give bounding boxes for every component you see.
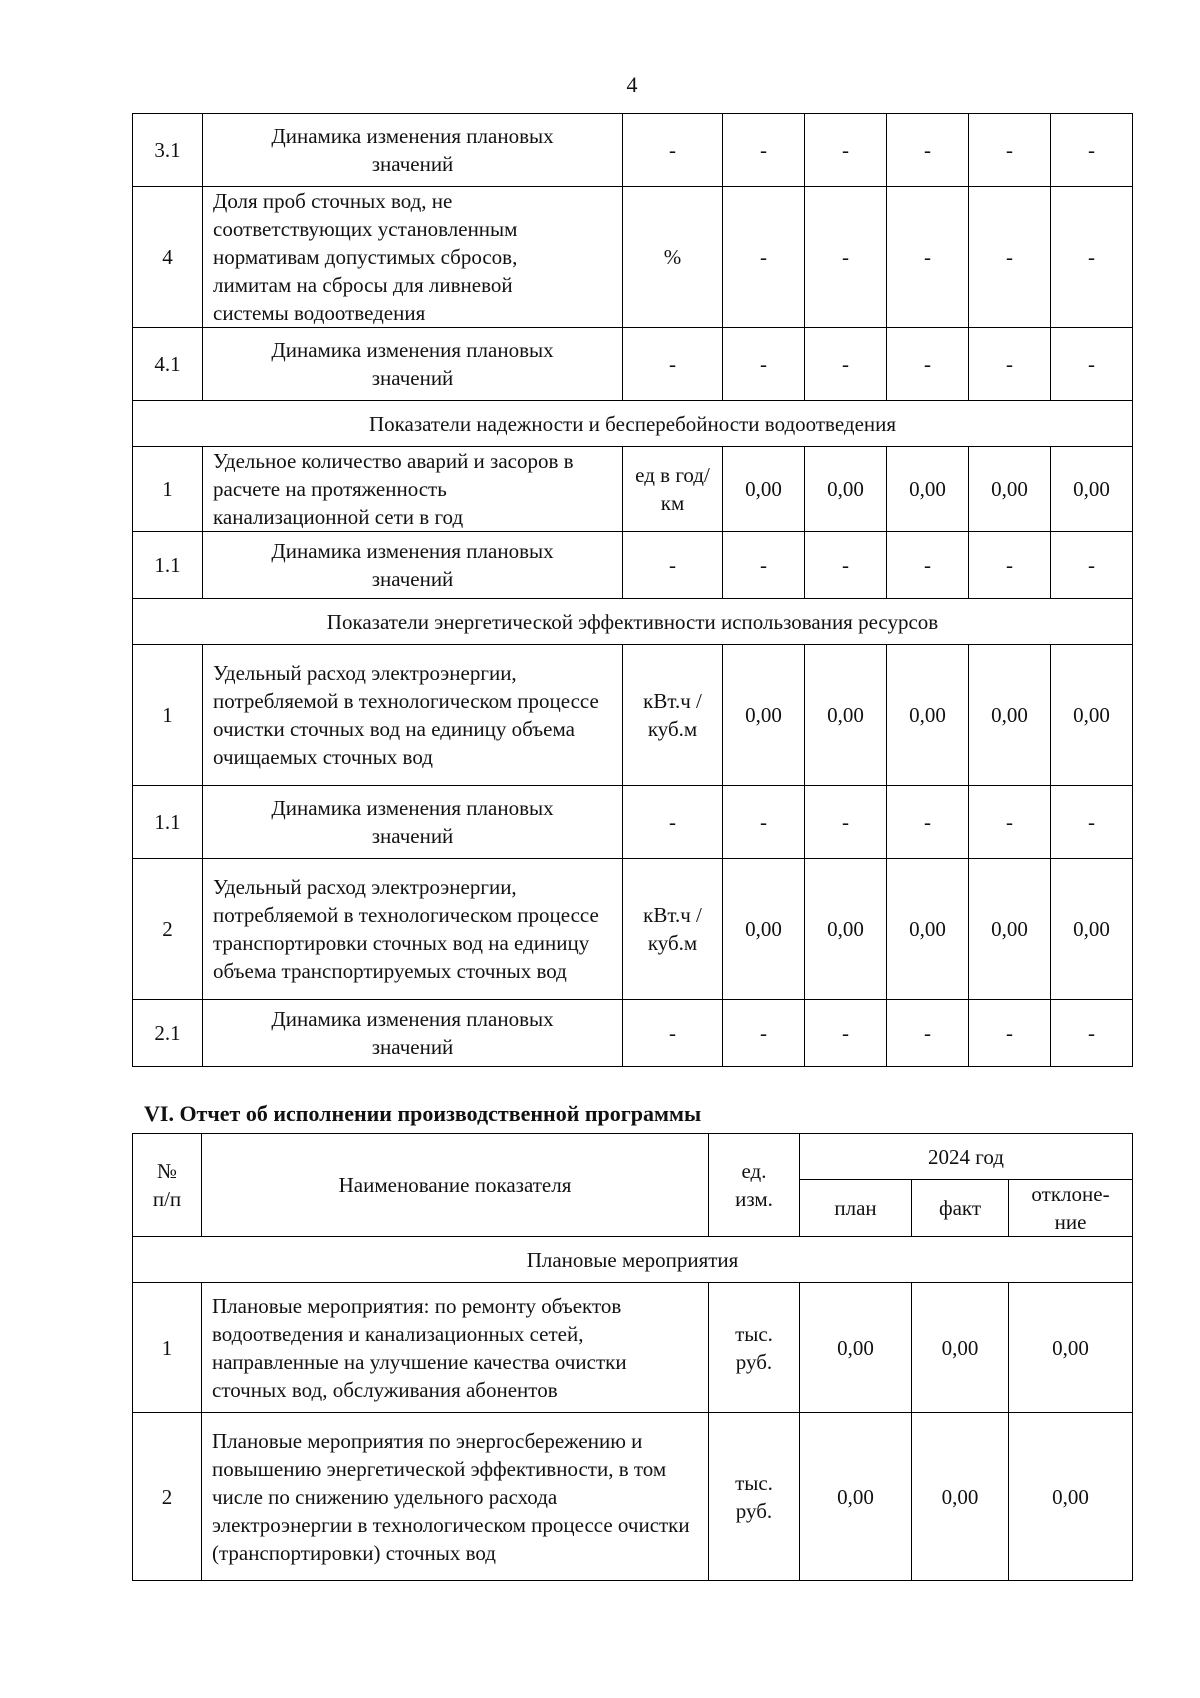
row-number: 4 — [133, 187, 203, 328]
unit-cell: - — [623, 1000, 723, 1067]
value-cell: 0,00 — [969, 859, 1051, 1000]
value-cell: 0,00 — [887, 447, 969, 532]
measure-name: Плановые мероприятия по энергосбережению и повышению энергетической эффективности, в том числе по снижению удельного расхода электроэнергии в технологическом процессе очистки (транспортировки) сточных вод — [202, 1413, 709, 1581]
row-number: 2 — [133, 1413, 202, 1581]
value-cell: - — [887, 328, 969, 401]
value-cell: 0,00 — [1051, 859, 1133, 1000]
table-row — [133, 1413, 1133, 1581]
plan-value: 0,00 — [800, 1413, 912, 1581]
value-cell: - — [805, 1000, 887, 1067]
deviation-value: 0,00 — [1009, 1283, 1133, 1413]
value-cell: - — [1051, 786, 1133, 859]
unit-cell: тыс. руб. — [709, 1283, 800, 1413]
value-cell: 0,00 — [887, 645, 969, 786]
value-cell: 0,00 — [1051, 447, 1133, 532]
value-cell: - — [723, 114, 805, 187]
unit-cell: - — [623, 532, 723, 599]
value-cell: - — [887, 532, 969, 599]
value-cell: 0,00 — [887, 859, 969, 1000]
unit-cell: кВт.ч / куб.м — [623, 859, 723, 1000]
unit-cell: ед в год/ км — [623, 447, 723, 532]
indicator-name: Динамика изменения плановых значений — [203, 114, 623, 187]
value-cell: - — [887, 786, 969, 859]
header-name: Наименование показателя — [202, 1134, 709, 1237]
section-heading-planned-measures: Плановые мероприятия — [133, 1237, 1133, 1283]
value-cell: 0,00 — [805, 645, 887, 786]
value-cell: - — [1051, 532, 1133, 599]
table-row — [133, 447, 1133, 532]
value-cell: - — [805, 786, 887, 859]
row-number: 1 — [133, 1283, 202, 1413]
section-row — [133, 1237, 1133, 1283]
indicators-table — [132, 113, 1133, 1067]
value-cell: 0,00 — [969, 645, 1051, 786]
value-cell: - — [969, 114, 1051, 187]
value-cell: - — [723, 1000, 805, 1067]
fact-value: 0,00 — [912, 1413, 1009, 1581]
row-number: 2.1 — [133, 1000, 203, 1067]
section-row — [133, 599, 1133, 645]
value-cell: - — [969, 328, 1051, 401]
fact-value: 0,00 — [912, 1283, 1009, 1413]
indicator-name: Удельный расход электроэнергии, потребляемой в технологическом процессе очистки сточных вод на единицу объема очищаемых сточных вод — [203, 645, 623, 786]
unit-cell: - — [623, 786, 723, 859]
section-heading-reliability: Показатели надежности и бесперебойности водоотведения — [133, 401, 1133, 447]
unit-cell: тыс. руб. — [709, 1413, 800, 1581]
value-cell: - — [723, 187, 805, 328]
value-cell: - — [887, 1000, 969, 1067]
table-row — [133, 786, 1133, 859]
row-number: 4.1 — [133, 328, 203, 401]
value-cell: - — [969, 532, 1051, 599]
value-cell: 0,00 — [723, 859, 805, 1000]
row-number: 1.1 — [133, 786, 203, 859]
header-year: 2024 год — [800, 1134, 1133, 1180]
deviation-value: 0,00 — [1009, 1413, 1133, 1581]
indicator-name: Динамика изменения плановых значений — [203, 786, 623, 859]
value-cell: 0,00 — [723, 645, 805, 786]
header-fact: факт — [912, 1180, 1009, 1237]
value-cell: - — [723, 786, 805, 859]
value-cell: - — [1051, 1000, 1133, 1067]
value-cell: 0,00 — [969, 447, 1051, 532]
table-row — [133, 532, 1133, 599]
value-cell: - — [805, 532, 887, 599]
indicator-name: Динамика изменения плановых значений — [203, 532, 623, 599]
value-cell: 0,00 — [805, 447, 887, 532]
value-cell: - — [969, 786, 1051, 859]
indicator-name: Динамика изменения плановых значений — [203, 328, 623, 401]
unit-cell: - — [623, 328, 723, 401]
table-row — [133, 859, 1133, 1000]
value-cell: 0,00 — [723, 447, 805, 532]
row-number: 1 — [133, 645, 203, 786]
header-plan: план — [800, 1180, 912, 1237]
value-cell: 0,00 — [805, 859, 887, 1000]
value-cell: - — [887, 187, 969, 328]
table-row — [133, 187, 1133, 328]
measure-name: Плановые мероприятия: по ремонту объектов водоотведения и канализационных сетей, направленные на улучшение качества очистки сточных вод, обслуживания абонентов — [202, 1283, 709, 1413]
page-number: 4 — [626, 72, 638, 97]
header-row — [133, 1134, 1133, 1180]
value-cell: - — [1051, 328, 1133, 401]
value-cell: - — [1051, 187, 1133, 328]
section-heading-energy: Показатели энергетической эффективности использования ресурсов — [133, 599, 1133, 645]
indicator-name: Удельное количество аварий и засоров в расчете на протяженность канализационной сети в год — [203, 447, 623, 532]
program-report-table — [132, 1133, 1133, 1581]
row-number: 1.1 — [133, 532, 203, 599]
value-cell: - — [969, 1000, 1051, 1067]
section-row — [133, 401, 1133, 447]
indicator-name: Удельный расход электроэнергии, потребляемой в технологическом процессе транспортировки сточных вод на единицу объема транспортируемых сточных вод — [203, 859, 623, 1000]
value-cell: - — [805, 187, 887, 328]
header-deviation: отклоне-ние — [1009, 1180, 1133, 1237]
plan-value: 0,00 — [800, 1283, 912, 1413]
unit-cell: кВт.ч / куб.м — [623, 645, 723, 786]
indicator-name: Динамика изменения плановых значений — [203, 1000, 623, 1067]
row-number: 1 — [133, 447, 203, 532]
unit-cell: - — [623, 114, 723, 187]
value-cell: - — [887, 114, 969, 187]
value-cell: - — [1051, 114, 1133, 187]
header-unit: ед. изм. — [709, 1134, 800, 1237]
table-row — [133, 114, 1133, 187]
table-row — [133, 1000, 1133, 1067]
indicator-name: Доля проб сточных вод, не соответствующих установленным нормативам допустимых сбросов, лимитам на сбросы для ливневой системы водоотведения — [203, 187, 623, 328]
table-row — [133, 1283, 1133, 1413]
table-row — [133, 645, 1133, 786]
value-cell: - — [805, 114, 887, 187]
table-row — [133, 328, 1133, 401]
value-cell: - — [723, 328, 805, 401]
section-vi-heading: VI. Отчет об исполнении производственной программы — [144, 1101, 702, 1126]
row-number: 3.1 — [133, 114, 203, 187]
value-cell: - — [969, 187, 1051, 328]
value-cell: 0,00 — [1051, 645, 1133, 786]
header-num: № п/п — [133, 1134, 202, 1237]
value-cell: - — [723, 532, 805, 599]
value-cell: - — [805, 328, 887, 401]
row-number: 2 — [133, 859, 203, 1000]
unit-cell: % — [623, 187, 723, 328]
